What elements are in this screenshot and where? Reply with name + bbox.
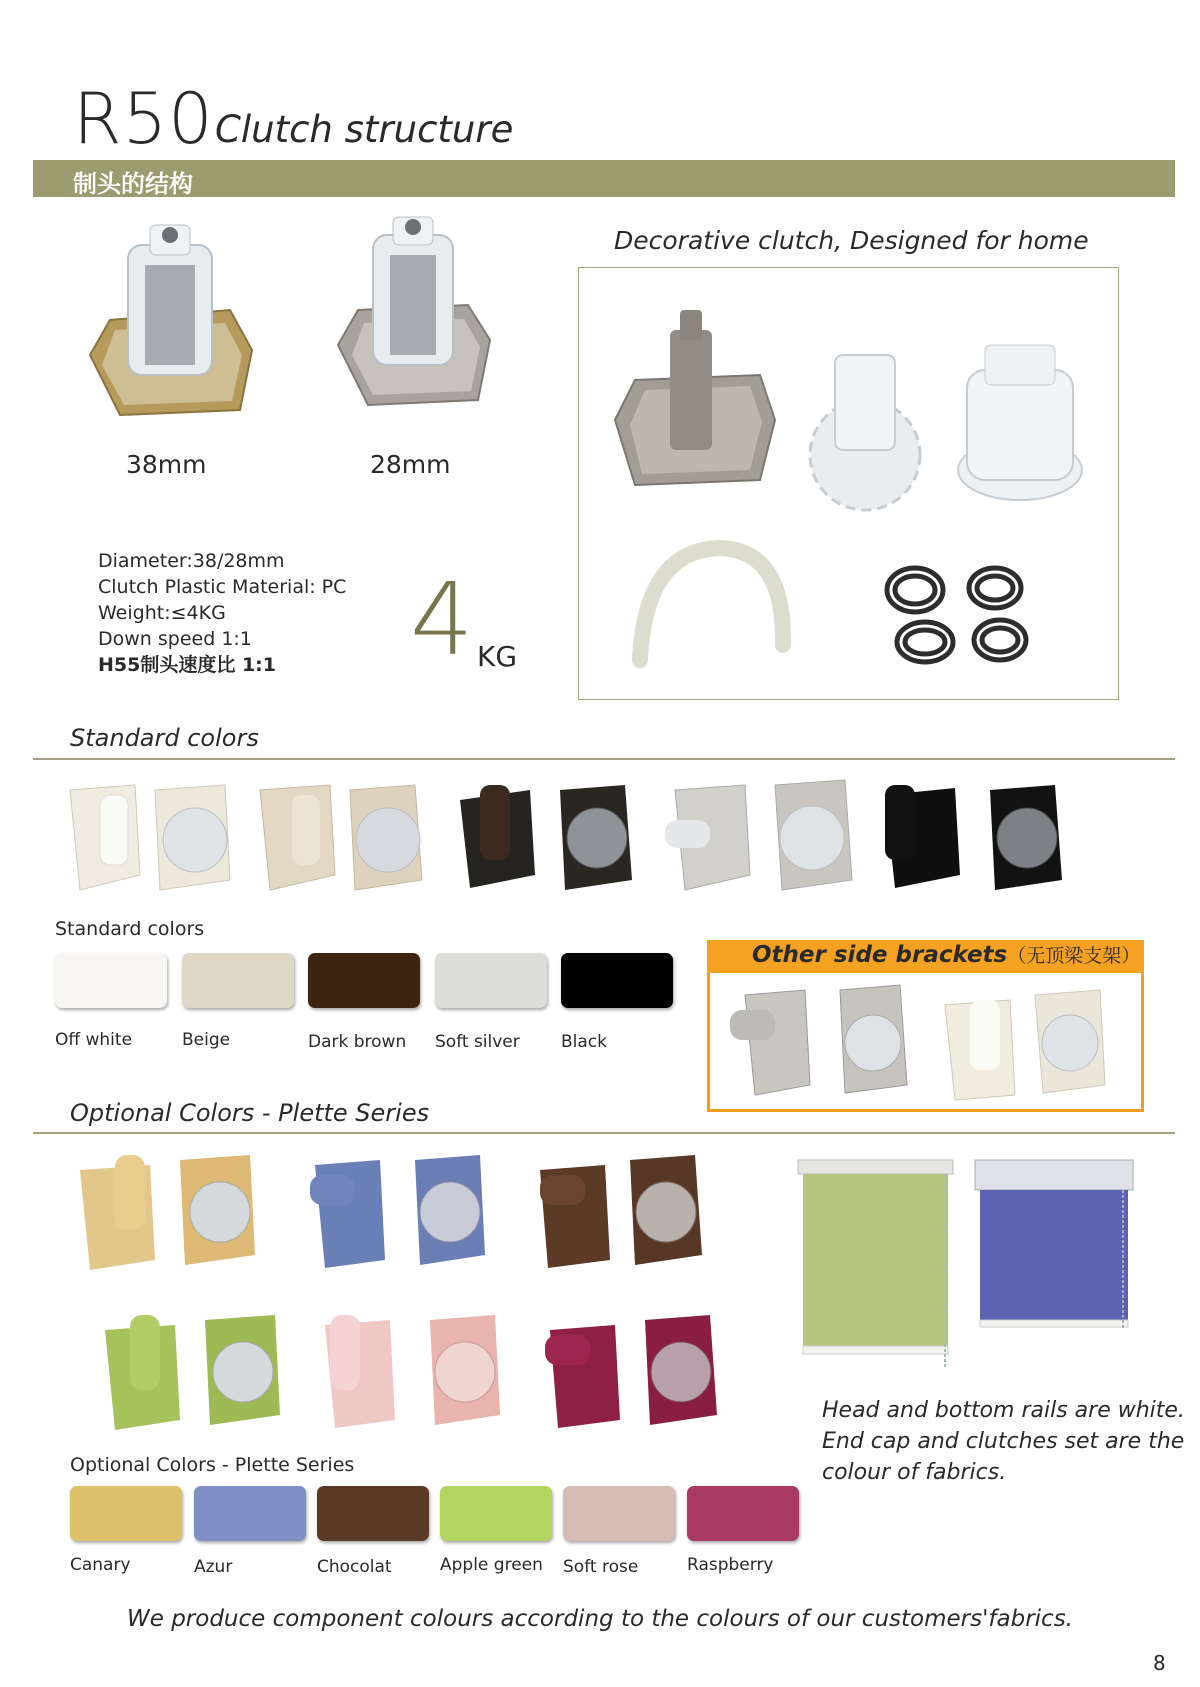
swatch-label: Soft silver (435, 1032, 520, 1052)
bracket-offwhite-a (70, 785, 140, 890)
optional-swatch-title: Optional Colors - Plette Series (70, 1454, 355, 1476)
bracket-black-a (885, 785, 960, 888)
swatch-chocolat (317, 1486, 429, 1541)
weight-unit: KG (477, 640, 518, 673)
spec-line: Diameter:38/28mm (98, 550, 285, 572)
other-brackets-title-cn: （无顶梁支架） (1007, 945, 1141, 967)
swatch-label: Azur (194, 1557, 233, 1577)
other-brackets-title-en: Other side brackets (752, 942, 1008, 968)
page-subtitle: Clutch structure (215, 108, 514, 151)
swatch-off-white (55, 953, 167, 1008)
size-label-38mm: 38mm (126, 450, 207, 479)
swatch-beige (182, 953, 294, 1008)
base-part-image (610, 310, 780, 500)
divider-standard (33, 758, 1175, 760)
note-line: Head and bottom rails are white. (822, 1398, 1185, 1423)
bracket-silver-b (775, 780, 852, 890)
swatch-apple-green (440, 1486, 552, 1541)
swatch-label: Black (561, 1032, 607, 1052)
fabric-note (822, 1395, 1185, 1488)
note-line: colour of fabrics. (822, 1460, 1007, 1485)
divider-optional (33, 1132, 1175, 1134)
bracket-black-b (990, 785, 1062, 890)
section-band (33, 160, 1175, 197)
optional-brackets-row-1 (70, 1150, 730, 1275)
optional-section-title: Optional Colors - Plette Series (70, 1099, 430, 1127)
spec-line: Down speed 1:1 (98, 628, 252, 650)
gear-part-image (790, 345, 940, 505)
swatch-dark-brown (308, 953, 420, 1008)
swatch-soft-silver (435, 953, 547, 1008)
blue-roller-blind-image (975, 1160, 1135, 1330)
bracket-darkbrown-b (560, 785, 632, 890)
spec-line: Clutch Plastic Material: PC (98, 576, 347, 598)
swatch-label: Canary (70, 1555, 131, 1575)
optional-brackets-row-2 (95, 1310, 735, 1435)
swatch-label: Apple green (440, 1555, 543, 1575)
spec-line: H55制头速度比 1:1 (98, 654, 276, 676)
swatch-azur (194, 1486, 306, 1541)
standard-brackets-row (60, 780, 1150, 895)
section-band-label: 制头的结构 (73, 170, 193, 198)
other-brackets-title (752, 941, 1140, 968)
swatch-label: Chocolat (317, 1557, 392, 1577)
standard-section-title: Standard colors (70, 724, 259, 752)
size-label-28mm: 28mm (370, 450, 451, 479)
swatch-black (561, 953, 673, 1008)
ring-part-image (625, 540, 795, 670)
swatch-soft-rose (563, 1486, 675, 1541)
bracket-beige-a (260, 785, 335, 890)
clutch-28mm-image (328, 215, 498, 435)
model-title: R50 (73, 78, 214, 160)
swatch-label: Dark brown (308, 1032, 407, 1052)
green-roller-blind-image (798, 1160, 958, 1370)
standard-swatch-title: Standard colors (55, 918, 205, 940)
swatch-label: Off white (55, 1030, 133, 1050)
page-number: 8 (1153, 1651, 1166, 1675)
swatch-label: Soft rose (563, 1557, 639, 1577)
other-brackets-images (725, 985, 1130, 1100)
weight-big-number: 4 (410, 561, 474, 678)
bracket-darkbrown-a (460, 785, 535, 888)
footer-note: We produce component colours according to the colours of our customers'fabrics. (127, 1606, 1073, 1632)
swatch-label: Beige (182, 1030, 231, 1050)
cap-part-image (955, 340, 1085, 510)
swatch-label: Raspberry (687, 1555, 774, 1575)
swatch-raspberry (687, 1486, 799, 1541)
springs-image (870, 560, 1040, 670)
spec-line: Weight:≤4KG (98, 602, 226, 624)
bracket-silver-a (665, 785, 750, 890)
spec-list (98, 548, 346, 678)
swatch-canary (70, 1486, 182, 1541)
bracket-offwhite-b (155, 785, 230, 890)
decorative-caption: Decorative clutch, Designed for home (614, 226, 1089, 255)
bracket-beige-b (350, 785, 422, 890)
clutch-38mm-image (80, 215, 260, 435)
note-line: End cap and clutches set are the (822, 1429, 1185, 1454)
